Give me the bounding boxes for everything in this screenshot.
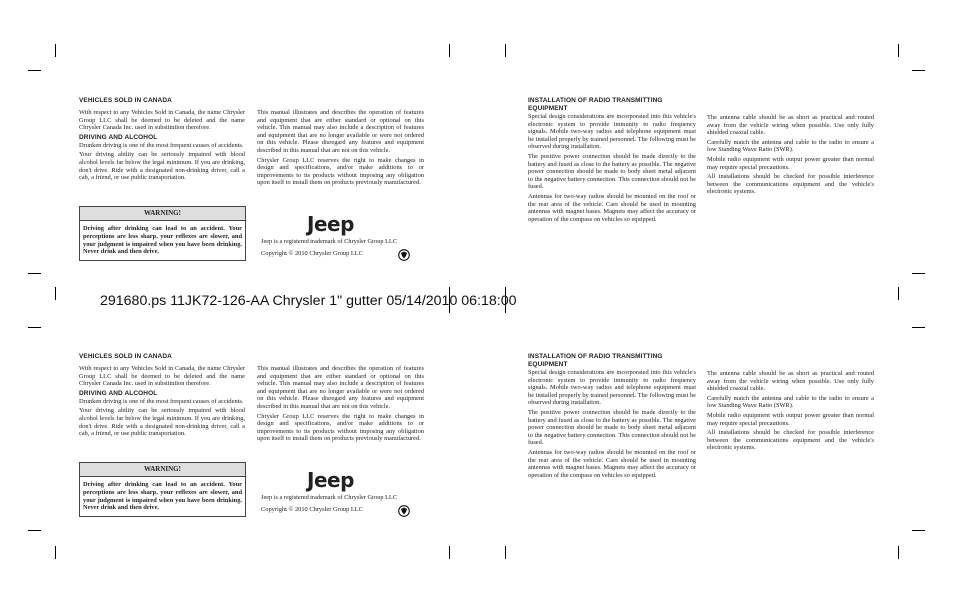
paragraph: Special design considerations are incorporated into this vehicle's electronic system to provide immunity to radio frequency signals. Mobile two-way radios and telephone equipment must be installed properly by trained personnel. The following must be observed during installation. — [528, 113, 696, 151]
left-column — [79, 353, 245, 440]
antenna-column — [707, 370, 874, 454]
paragraph: Special design considerations are incorporated into this vehicle's electronic system to provide immunity to radio frequency signals. Mobile two-way radios and telephone equipment must be installed properly by trained personnel. The following must be observed during installation. — [528, 369, 696, 407]
trademark-note: Jeep is a registered trademark of Chrysler Group LLC — [261, 494, 398, 501]
section-heading: INSTALLATION OF RADIO TRANSMITTING — [528, 353, 663, 360]
warning-title: WARNING! — [80, 207, 245, 221]
paragraph: With respect to any Vehicles Sold in Canada, the name Chrysler Group LLC shall be deemed to be deleted and the name Chrysler Canada Inc. used in substitution therefore. — [79, 109, 245, 132]
paragraph: Chrysler Group LLC reserves the right to make changes in design and specifications, and/or make additions to or improvements to its products without imposing any obligation upon itself to install them on products previously manufactured. — [257, 412, 424, 443]
section-heading: EQUIPMENT — [528, 105, 568, 112]
paragraph: The positive power connection should be made directly to the battery and fused as close to the battery as possible. The negative power connection should be made to body sheet metal adjacent to the negative battery connection. This connection should not be fused. — [528, 152, 696, 191]
radio-column — [528, 97, 696, 225]
section-heading: VEHICLES SOLD IN CANADA — [79, 97, 172, 104]
paragraph: The antenna cable should be as short as practical and routed away from the vehicle wiring when possible. Use only fully shielded coaxial cable. — [707, 114, 874, 137]
paragraph: Your driving ability can be seriously impaired with blood alcohol levels far below the legal minimum. If you are drinking, don't drive. Ride with a designated non-drinking driver, call a cab, a friend, or use public transportation. — [79, 151, 245, 182]
crop-mark — [449, 546, 450, 559]
middle-column — [257, 109, 424, 189]
section-heading: INSTALLATION OF RADIO TRANSMITTING — [528, 97, 663, 104]
crop-mark — [898, 546, 899, 559]
paragraph: Antennas for two-way radios should be mounted on the roof or the rear area of the vehicle. Care should be used in mounting antennas with magnet bases. Magnets may affect the accuracy or operation of the compass on vehicles so equipped. — [528, 448, 696, 479]
paragraph: This manual illustrates and describes the operation of features and equipment that are either standard or optional on this vehicle. This manual may also include a description of features and equipment that are no longer available or were not ordered on this vehicle. Please disregard any features and equipment described in this manual that are not on this vehicle. — [257, 365, 424, 410]
section-heading: EQUIPMENT — [528, 361, 568, 368]
copyright-line: Copyright © 2010 Chrysler Group LLC — [261, 506, 363, 513]
warning-text: Driving after drinking can lead to an accident. Your perceptions are less sharp, your reflexes are slower, and your judgment is impaired when you have been drinking. Never drink and then drive. — [83, 225, 242, 256]
crop-mark — [505, 546, 506, 559]
paragraph: This manual illustrates and describes the operation of features and equipment that are either standard or optional on this vehicle. This manual may also include a description of features and equipment that are no longer available or were not ordered on this vehicle. Please disregard any features and equipment described in this manual that are not on this vehicle. — [257, 109, 424, 154]
crop-mark — [55, 546, 56, 559]
warning-title: WARNING! — [80, 463, 245, 477]
paragraph: Mobile radio equipment with output power greater than normal may require special precautions. — [707, 411, 874, 427]
section-heading: VEHICLES SOLD IN CANADA — [79, 353, 172, 360]
paragraph: Drunken driving is one of the most frequent causes of accidents. — [79, 397, 244, 405]
jeep-logo: Jeep — [307, 468, 354, 492]
trademark-note: Jeep is a registered trademark of Chrysler Group LLC — [261, 238, 398, 245]
paragraph: Antennas for two-way radios should be mounted on the roof or the rear area of the vehicle. Care should be used in mounting antennas with magnet bases. Magnets may affect the accuracy or operation of the compass on vehicles so equipped. — [528, 192, 696, 223]
radio-column — [528, 353, 696, 481]
section-heading: DRIVING AND ALCOHOL — [79, 389, 158, 397]
left-column — [79, 97, 245, 184]
paragraph: With respect to any Vehicles Sold in Canada, the name Chrysler Group LLC shall be deemed to be deleted and the name Chrysler Canada Inc. used in substitution therefore. — [79, 365, 245, 388]
paragraph: Mobile radio equipment with output power greater than normal may require special precautions. — [707, 155, 874, 171]
copyright-line: Copyright © 2010 Chrysler Group LLC — [261, 250, 363, 257]
paragraph: Carefully match the antenna and cable to the radio to ensure a low Standing Wave Ratio (SWR). — [707, 138, 874, 154]
warning-box — [79, 462, 246, 517]
page-spread-bottom — [0, 256, 954, 516]
paragraph: Drunken driving is one of the most frequent causes of accidents. — [79, 141, 244, 149]
paragraph: All installations should be checked for possible interference between the communications equipment and the vehicle's electronic systems. — [707, 429, 874, 452]
recycle-globe-icon — [398, 505, 410, 517]
crop-mark — [912, 530, 925, 531]
antenna-column — [707, 114, 874, 198]
paragraph: Your driving ability can be seriously impaired with blood alcohol levels far below the legal minimum. If you are drinking, don't drive. Ride with a designated non-drinking driver, call a cab, a friend, or use public transportation. — [79, 407, 245, 438]
paragraph: Chrysler Group LLC reserves the right to make changes in design and specifications, and/or make additions to or improvements to its products without imposing any obligation upon itself to install them on products previously manufactured. — [257, 156, 424, 187]
middle-column — [257, 365, 424, 445]
print-slug: 291680.ps 11JK72-126-AA Chrysler 1" gutter 05/14/2010 06:18:00 — [100, 293, 517, 309]
paragraph: All installations should be checked for possible interference between the communications equipment and the vehicle's electronic systems. — [707, 173, 874, 196]
paragraph: Carefully match the antenna and cable to the radio to ensure a low Standing Wave Ratio (SWR). — [707, 394, 874, 410]
page-spread-top — [0, 0, 954, 260]
paragraph: The positive power connection should be made directly to the battery and fused as close to the battery as possible. The negative power connection should be made to body sheet metal adjacent to the negative battery connection. This connection should not be fused. — [528, 408, 696, 447]
section-heading: DRIVING AND ALCOHOL — [79, 133, 158, 141]
warning-box — [79, 206, 246, 261]
warning-text: Driving after drinking can lead to an accident. Your perceptions are less sharp, your reflexes are slower, and your judgment is impaired when you have been drinking. Never drink and then drive. — [83, 481, 242, 512]
paragraph: The antenna cable should be as short as practical and routed away from the vehicle wiring when possible. Use only fully shielded coaxial cable. — [707, 370, 874, 393]
crop-mark — [28, 530, 41, 531]
jeep-logo: Jeep — [307, 212, 354, 236]
